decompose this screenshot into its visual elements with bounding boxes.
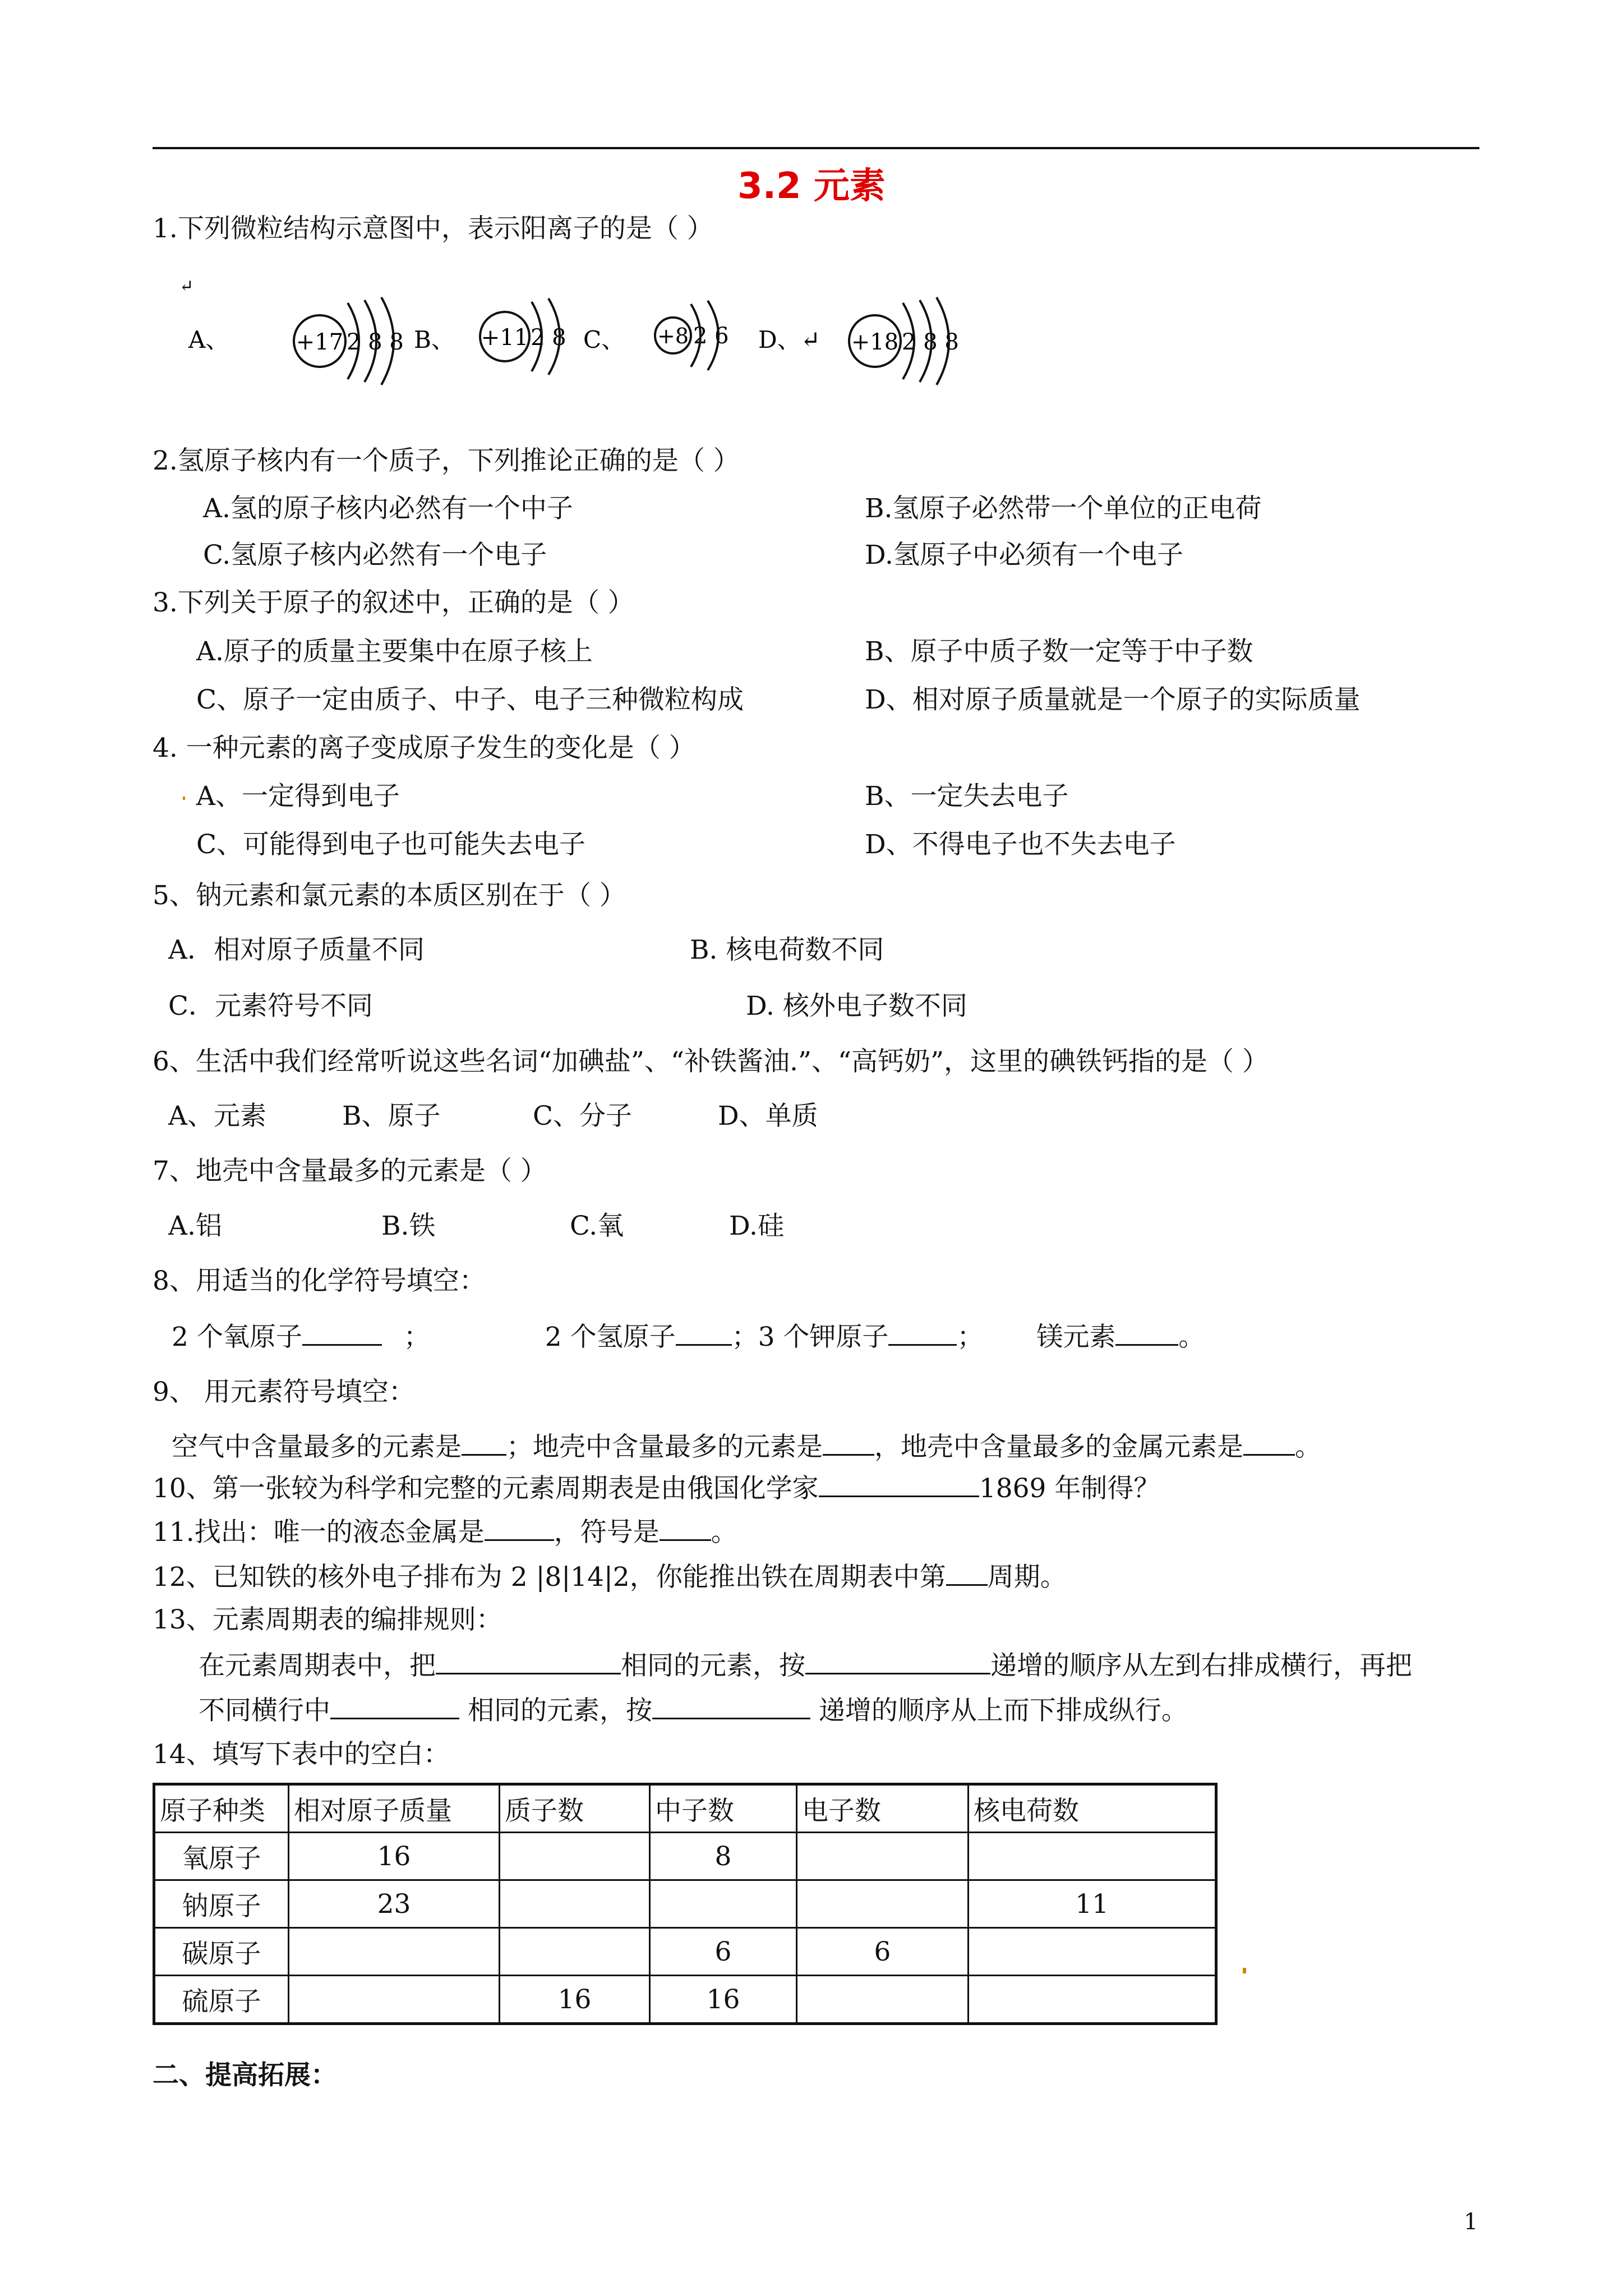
- table-cell[interactable]: [650, 1880, 797, 1928]
- q12-blank-period[interactable]: [946, 1559, 988, 1586]
- table-cell: 碳原子: [154, 1928, 289, 1976]
- q3-option-d: D、相对原子质量就是一个原子的实际质量: [865, 684, 1361, 715]
- q13-blank-1[interactable]: [436, 1648, 621, 1674]
- q8-p1-end: ；: [403, 1322, 430, 1352]
- q2-option-d: D.氢原子中必须有一个电子: [865, 540, 1183, 570]
- q6-option-d: D、单质: [718, 1101, 818, 1131]
- q2-stem: 2.氢原子核内有一个质子，下列推论正确的是（ ）: [153, 445, 740, 476]
- table-header-cell: 原子种类: [154, 1784, 289, 1833]
- q13-blank-4[interactable]: [652, 1693, 810, 1719]
- q1-stem: 1.下列微粒结构示意图中，表示阳离子的是（ ）: [153, 213, 713, 244]
- table-header-cell: 中子数: [650, 1784, 797, 1833]
- q9-stem: 9、 用元素符号填空：: [153, 1377, 415, 1407]
- q13-line-2: [199, 1693, 1188, 1728]
- q4-option-b: B、一定失去电子: [865, 781, 1069, 812]
- table-row: [154, 1833, 1216, 1880]
- atom-b-shells: 2 8: [531, 325, 566, 351]
- q10-line: [153, 1471, 1160, 1506]
- atom-b-diagram: [480, 298, 566, 375]
- stray-mark: [1243, 1968, 1246, 1973]
- q5-option-a: A．相对原子质量不同: [168, 935, 425, 965]
- table-cell[interactable]: [289, 1928, 500, 1976]
- q8-blank-hydrogen[interactable]: [676, 1319, 732, 1346]
- q13-l1a: 在元素周期表中，把: [199, 1650, 436, 1681]
- section-2-heading: 二、提高拓展：: [153, 2060, 337, 2091]
- q9-blank-crust[interactable]: [823, 1429, 874, 1456]
- q9-s4: 。: [1295, 1432, 1321, 1462]
- q8-p4: 镁元素: [1036, 1322, 1116, 1352]
- q5-option-c: C．元素符号不同: [168, 991, 373, 1022]
- q11-line: [153, 1515, 737, 1549]
- q9-s1: 空气中含量最多的元素是: [172, 1432, 462, 1462]
- atom-b-label: B、: [414, 326, 455, 353]
- q12-s1: 12、已知铁的核外电子排布为 2 |8|14|2，你能推出铁在周期表中第: [153, 1562, 946, 1593]
- q4-option-c: C、可能得到电子也可能失去电子: [196, 829, 585, 860]
- atom-d-nucleus: +18: [851, 329, 899, 355]
- table-cell[interactable]: [500, 1928, 650, 1976]
- stray-mark: [183, 797, 185, 800]
- table-cell: 16: [650, 1976, 797, 2024]
- q9-line: [172, 1429, 1321, 1464]
- table-cell: 8: [650, 1833, 797, 1880]
- q14-stem: 14、填写下表中的空白：: [153, 1739, 450, 1770]
- q8-blank-oxygen[interactable]: [302, 1319, 382, 1346]
- atom-a-shells: 2 8 8: [347, 329, 404, 355]
- q2-option-c: C.氢原子核内必然有一个电子: [203, 540, 547, 570]
- table-cell: 氧原子: [154, 1833, 289, 1880]
- q8-blank-magnesium[interactable]: [1115, 1319, 1178, 1346]
- atom-c-shells: 2 6: [693, 323, 729, 349]
- q5-option-b: B. 核电荷数不同: [690, 935, 884, 965]
- q8-blank-potassium[interactable]: [888, 1319, 957, 1346]
- q4-stem: 4. 一种元素的离子变成原子发生的变化是（ ）: [153, 733, 695, 763]
- table-cell: 6: [797, 1928, 969, 1976]
- q13-l2b: 相同的元素，按: [459, 1695, 652, 1726]
- q9-blank-air[interactable]: [462, 1429, 506, 1456]
- q13-l2c: 递增的顺序从上而下排成纵行。: [810, 1695, 1188, 1726]
- q9-blank-metal[interactable]: [1243, 1429, 1295, 1456]
- atom-c-label: C、: [583, 326, 625, 353]
- table-row: [154, 1880, 1216, 1928]
- table-header-cell: 电子数: [797, 1784, 969, 1833]
- q8-p1: 2 个氧原子: [172, 1322, 302, 1352]
- atom-d-shells: 2 8 8: [902, 329, 959, 355]
- table-cell[interactable]: [500, 1833, 650, 1880]
- table-cell[interactable]: [797, 1976, 969, 2024]
- atom-a-diagram: [294, 297, 404, 385]
- table-cell[interactable]: [969, 1928, 1216, 1976]
- table-row: [154, 1976, 1216, 2024]
- q13-line-1: [199, 1648, 1412, 1683]
- q3-option-c: C、原子一定由质子、中子、电子三种微粒构成: [196, 684, 744, 715]
- q11-blank-symbol[interactable]: [660, 1515, 711, 1541]
- q4-option-a: A、一定得到电子: [196, 781, 400, 812]
- table-cell[interactable]: [289, 1976, 500, 2024]
- table-header-cell: 质子数: [500, 1784, 650, 1833]
- q9-s2: ；地壳中含量最多的元素是: [506, 1432, 823, 1462]
- q7-option-d: D.硅: [729, 1211, 784, 1241]
- q10-blank-chemist[interactable]: [819, 1471, 979, 1497]
- table-cell: 6: [650, 1928, 797, 1976]
- table-cell[interactable]: [797, 1880, 969, 1928]
- q6-option-c: C、分子: [533, 1101, 632, 1131]
- q5-stem: 5、钠元素和氯元素的本质区别在于（ ）: [153, 880, 626, 911]
- table-cell: 16: [289, 1833, 500, 1880]
- q2-option-b: B.氢原子必然带一个单位的正电荷: [865, 493, 1262, 524]
- q1-marker: ↵: [179, 277, 194, 296]
- atom-d-diagram: [849, 297, 959, 385]
- table-cell[interactable]: [797, 1833, 969, 1880]
- atom-diagrams: [179, 269, 965, 398]
- q5-option-d: D. 核外电子数不同: [746, 991, 967, 1022]
- q12-s2: 周期。: [987, 1562, 1067, 1593]
- table-header-cell: 核电荷数: [969, 1784, 1216, 1833]
- atom-d-label: D、↵: [758, 326, 820, 353]
- table-cell: 硫原子: [154, 1976, 289, 2024]
- table-cell: 11: [969, 1880, 1216, 1928]
- q13-l2a: 不同横行中: [199, 1695, 330, 1726]
- q9-s3: ，地壳中含量最多的金属元素是: [874, 1432, 1243, 1462]
- atom-c-nucleus: +8: [657, 324, 689, 348]
- q10-s2: 1869 年制得？: [979, 1473, 1160, 1504]
- q8-stem: 8、用适当的化学符号填空：: [153, 1266, 486, 1296]
- q3-stem: 3.下列关于原子的叙述中，正确的是（ ）: [153, 587, 634, 618]
- q11-blank-metal[interactable]: [485, 1515, 554, 1541]
- table-row: [154, 1928, 1216, 1976]
- q8-p4-end: 。: [1178, 1322, 1205, 1352]
- q12-line: [153, 1559, 1067, 1594]
- q10-s1: 10、第一张较为科学和完整的元素周期表是由俄国化学家: [153, 1473, 819, 1504]
- table-header-row: [154, 1784, 1216, 1833]
- atom-c-diagram: [655, 301, 729, 370]
- q11-s1: 11.找出：唯一的液态金属是: [153, 1517, 485, 1548]
- atom-a-nucleus: +17: [296, 329, 344, 355]
- table-cell: 钠原子: [154, 1880, 289, 1928]
- table-cell[interactable]: [969, 1833, 1216, 1880]
- q2-option-a: A.氢的原子核内必然有一个中子: [203, 493, 573, 524]
- table-cell[interactable]: [500, 1880, 650, 1928]
- q6-stem: 6、生活中我们经常听说这些名词“加碘盐”、“补铁酱油.”、“高钙奶”，这里的碘铁钙指的是（ ）: [153, 1046, 1269, 1077]
- page-title: 3.2 元素: [737, 165, 886, 207]
- q8-p2-end: ；3 个钾原子: [731, 1322, 889, 1352]
- atom-a-label: A、: [188, 326, 229, 353]
- q13-l1b: 相同的元素，按: [621, 1650, 805, 1681]
- q11-s2: ，符号是: [554, 1517, 660, 1548]
- table-cell: 23: [289, 1880, 500, 1928]
- q13-blank-2[interactable]: [805, 1648, 990, 1674]
- q7-stem: 7、地壳中含量最多的元素是（ ）: [153, 1156, 547, 1186]
- q3-option-a: A.原子的质量主要集中在原子核上: [196, 636, 593, 667]
- header-rule: [153, 147, 1479, 149]
- q13-stem: 13、元素周期表的编排规则：: [153, 1604, 502, 1635]
- page-number: 1: [1464, 2209, 1478, 2235]
- atom-table: [153, 1783, 1218, 2025]
- table-cell[interactable]: [969, 1976, 1216, 2024]
- table-cell: 16: [500, 1976, 650, 2024]
- q7-option-a: A.铝: [168, 1211, 222, 1241]
- q6-option-a: A、元素: [168, 1101, 266, 1131]
- q11-s3: 。: [711, 1517, 737, 1548]
- q8-p3-end: ；: [957, 1322, 984, 1352]
- q3-option-b: B、原子中质子数一定等于中子数: [865, 636, 1253, 667]
- q8-line: [172, 1319, 1205, 1354]
- q13-l1c: 递增的顺序从左到右排成横行，再把: [990, 1650, 1412, 1681]
- q13-blank-3[interactable]: [330, 1693, 459, 1719]
- q7-option-c: C.氧: [570, 1211, 624, 1241]
- atom-b-nucleus: +11: [481, 325, 529, 351]
- table-header-cell: 相对原子质量: [289, 1784, 500, 1833]
- q8-p2: 2 个氢原子: [545, 1322, 676, 1352]
- q6-option-b: B、原子: [342, 1101, 441, 1131]
- q7-option-b: B.铁: [381, 1211, 436, 1241]
- q4-option-d: D、不得电子也不失去电子: [865, 829, 1176, 860]
